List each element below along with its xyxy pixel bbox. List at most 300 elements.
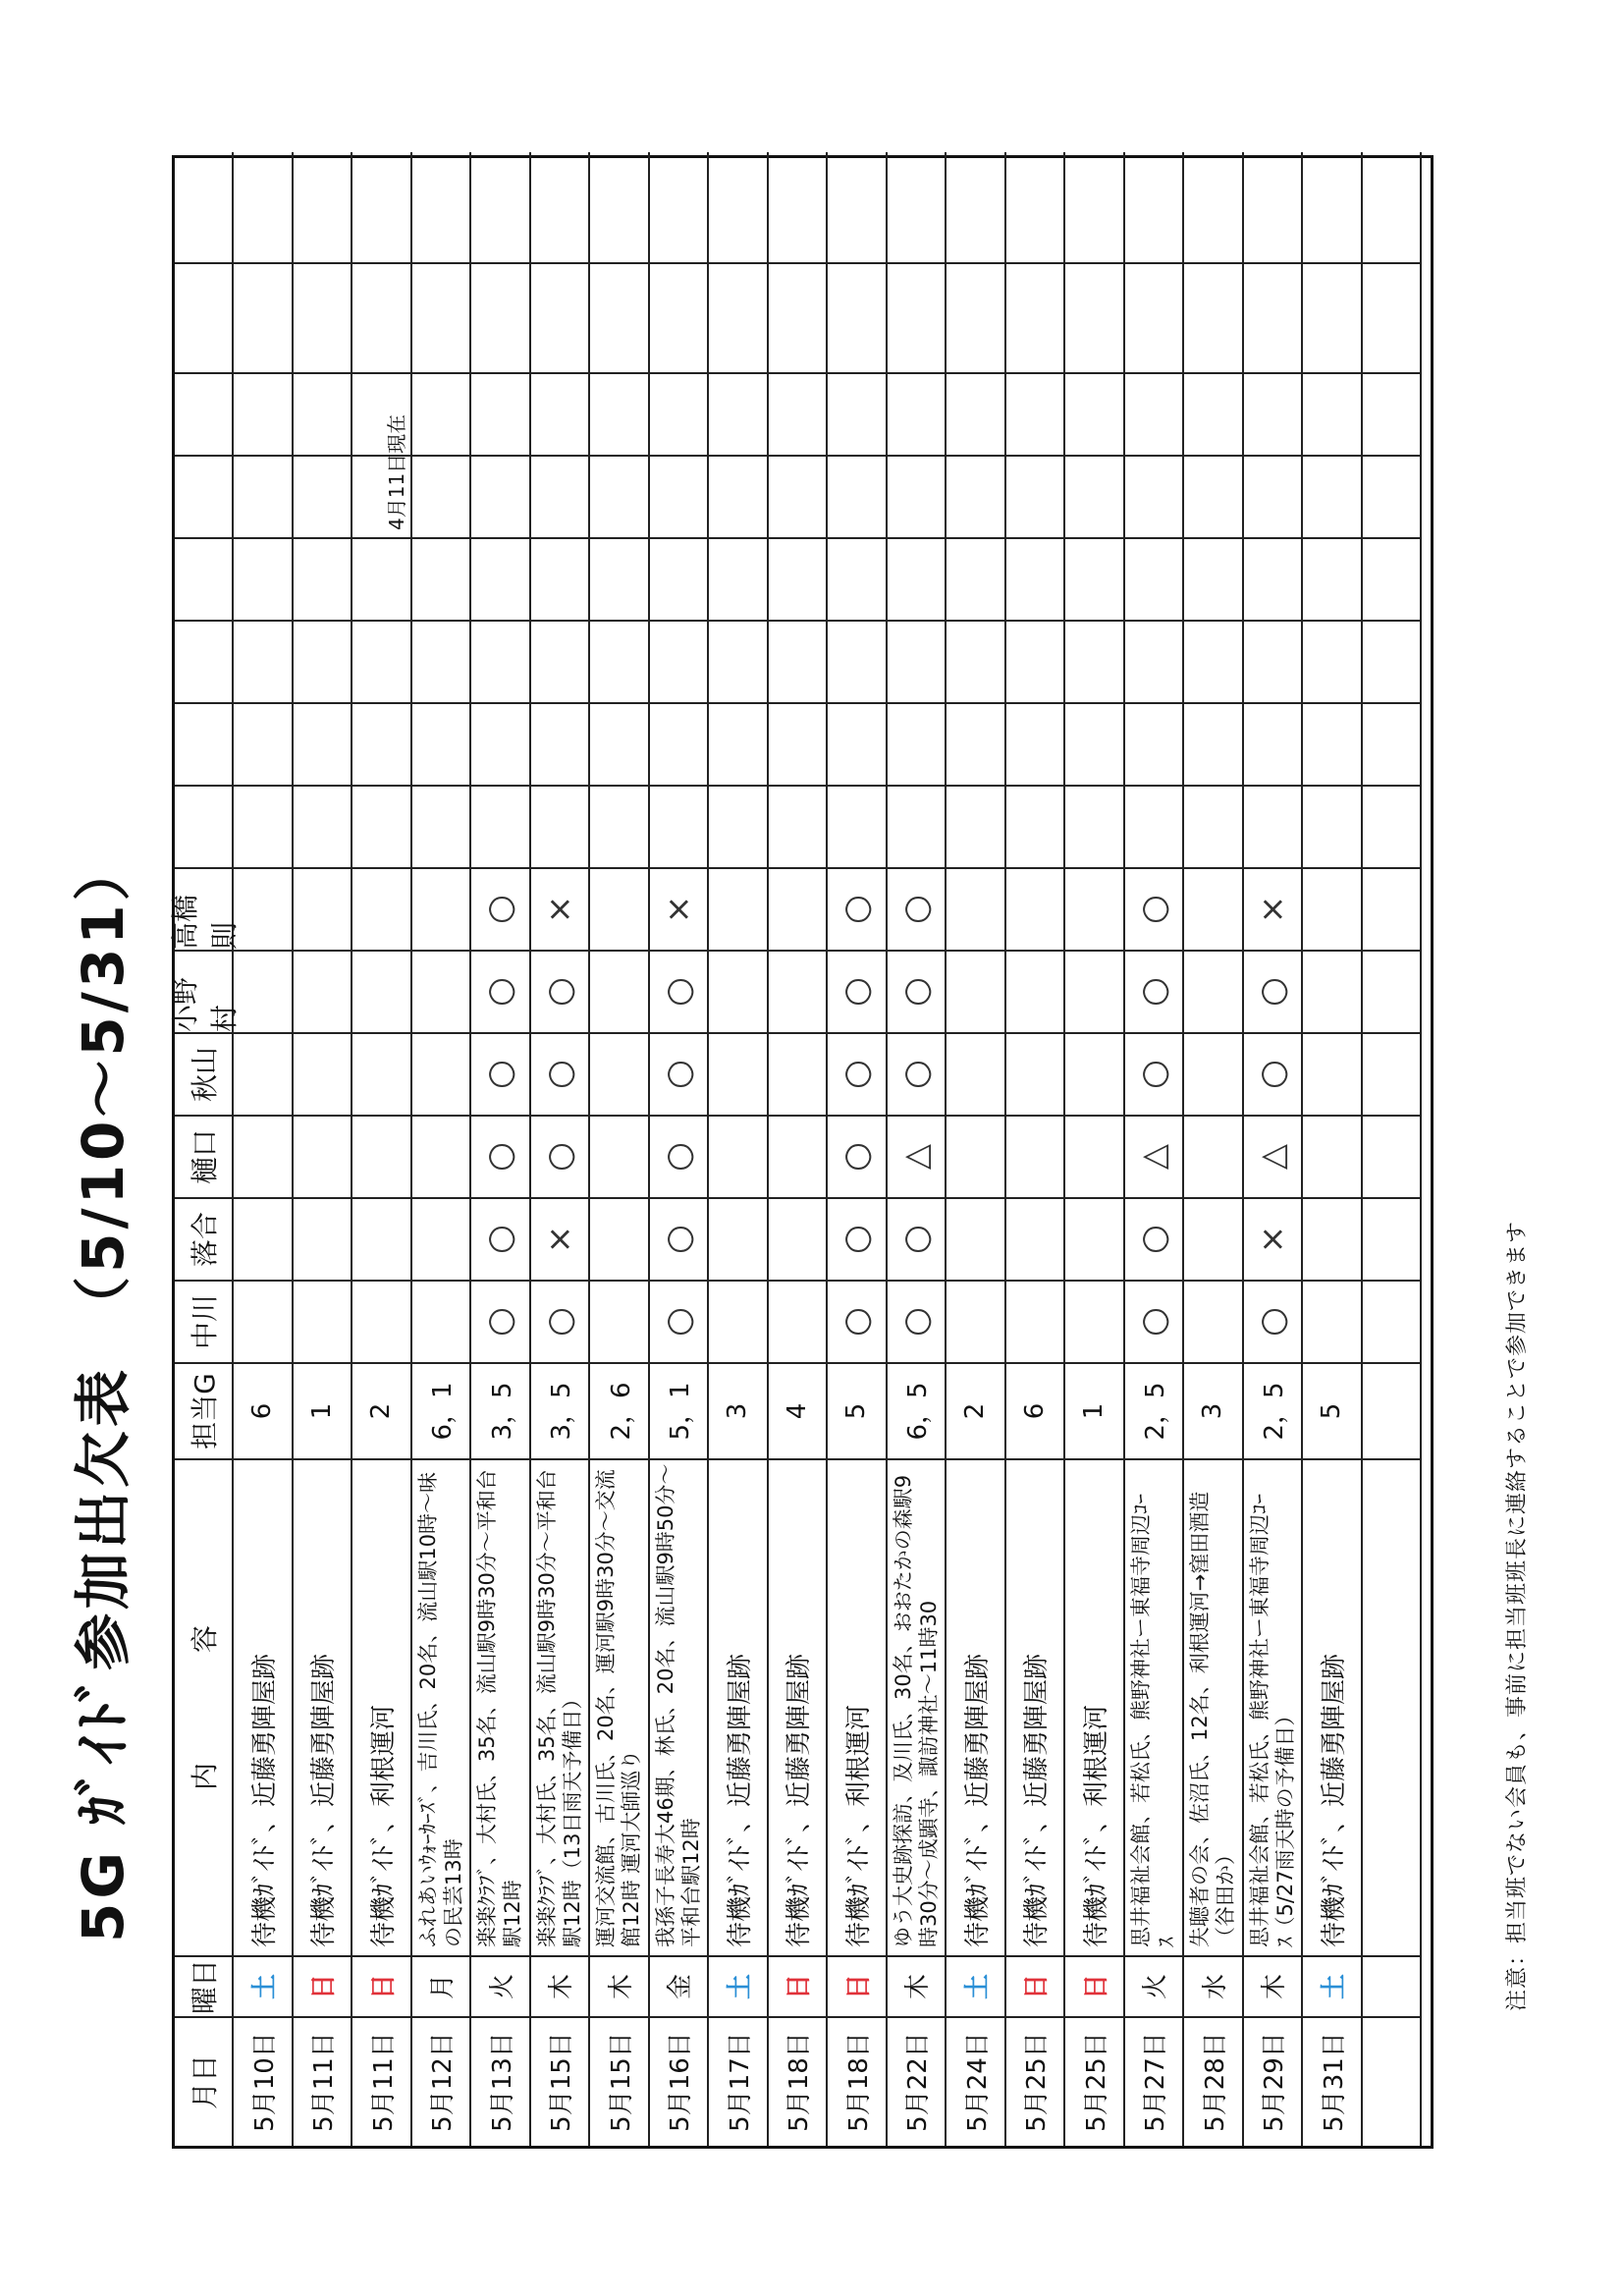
attendance-cell bbox=[590, 455, 650, 537]
attendance-cell bbox=[769, 1280, 829, 1362]
row-group: 6 bbox=[1006, 1362, 1066, 1458]
attendance-cell bbox=[412, 620, 472, 702]
attendance-cell bbox=[234, 372, 294, 455]
row-date: 5月10日 bbox=[234, 2016, 294, 2146]
row-date: 5月15日 bbox=[531, 2016, 591, 2146]
row-group: 1 bbox=[294, 1362, 353, 1458]
attendance-cell: ○ bbox=[888, 950, 947, 1032]
attendance-cell bbox=[1006, 372, 1066, 455]
row-group: 3，5 bbox=[471, 1362, 531, 1458]
attendance-cell bbox=[234, 785, 294, 867]
attendance-cell bbox=[1065, 785, 1125, 867]
row-group: 6，5 bbox=[888, 1362, 947, 1458]
attendance-cell bbox=[1065, 372, 1125, 455]
header-group: 担当G bbox=[175, 1362, 234, 1458]
attendance-cell bbox=[769, 702, 829, 785]
attendance-cell bbox=[828, 785, 888, 867]
attendance-cell bbox=[294, 1197, 353, 1280]
attendance-cell: ○ bbox=[531, 1280, 591, 1362]
attendance-cell bbox=[352, 1115, 412, 1197]
attendance-cell bbox=[590, 1032, 650, 1115]
row-day-of-week: 金 bbox=[650, 1955, 710, 2016]
attendance-cell bbox=[471, 537, 531, 620]
row-date: 5月18日 bbox=[828, 2016, 888, 2146]
attendance-cell: ○ bbox=[828, 867, 888, 950]
attendance-cell bbox=[1303, 867, 1363, 950]
row-group: 3，5 bbox=[531, 1362, 591, 1458]
row-description-text: 待機ｶﾞｲﾄﾞ、近藤勇陣屋跡 bbox=[309, 1653, 340, 1947]
row-description-text: 待機ｶﾞｲﾄﾞ、利根運河 bbox=[368, 1704, 399, 1947]
row-description-text: 待機ｶﾞｲﾄﾞ、近藤勇陣屋跡 bbox=[725, 1653, 755, 1947]
attendance-cell bbox=[412, 950, 472, 1032]
table-row bbox=[709, 158, 769, 2146]
row-group: 2 bbox=[947, 1362, 1006, 1458]
attendance-cell bbox=[709, 152, 769, 262]
attendance-cell bbox=[1006, 1197, 1066, 1280]
attendance-cell bbox=[412, 785, 472, 867]
attendance-cell bbox=[769, 620, 829, 702]
attendance-cell bbox=[888, 152, 947, 262]
attendance-cell bbox=[294, 702, 353, 785]
row-day-of-week: 日 bbox=[828, 1955, 888, 2016]
table-row bbox=[828, 158, 888, 2146]
attendance-cell bbox=[294, 785, 353, 867]
attendance-cell bbox=[650, 785, 710, 867]
row-group: 4 bbox=[769, 1362, 829, 1458]
attendance-cell bbox=[1184, 785, 1244, 867]
header-description: 内 容 bbox=[175, 1458, 234, 1955]
row-group: 6 bbox=[234, 1362, 294, 1458]
attendance-cell bbox=[234, 455, 294, 537]
attendance-cell bbox=[1006, 537, 1066, 620]
attendance-cell bbox=[1065, 455, 1125, 537]
table-row bbox=[769, 158, 829, 2146]
row-date bbox=[1363, 2016, 1423, 2146]
attendance-cell bbox=[294, 1115, 353, 1197]
attendance-cell bbox=[769, 950, 829, 1032]
row-date: 5月17日 bbox=[709, 2016, 769, 2146]
attendance-cell: ○ bbox=[888, 1197, 947, 1280]
row-group bbox=[1363, 1362, 1423, 1458]
attendance-cell bbox=[412, 1280, 472, 1362]
row-day-of-week: 火 bbox=[471, 1955, 531, 2016]
attendance-cell bbox=[590, 867, 650, 950]
attendance-cell bbox=[947, 950, 1006, 1032]
attendance-cell bbox=[412, 1032, 472, 1115]
row-date: 5月25日 bbox=[1065, 2016, 1125, 2146]
row-description bbox=[1363, 1458, 1423, 1955]
row-day-of-week: 木 bbox=[531, 1955, 591, 2016]
attendance-cell bbox=[590, 620, 650, 702]
header-member: 高橋則 bbox=[175, 867, 234, 950]
attendance-cell bbox=[294, 1280, 353, 1362]
row-date: 5月16日 bbox=[650, 2016, 710, 2146]
attendance-cell bbox=[352, 372, 412, 455]
table-row bbox=[471, 158, 531, 2146]
row-description-text: 待機ｶﾞｲﾄﾞ、近藤勇陣屋跡 bbox=[1319, 1653, 1349, 1947]
attendance-cell bbox=[1065, 262, 1125, 372]
attendance-cell bbox=[471, 620, 531, 702]
attendance-cell bbox=[888, 537, 947, 620]
attendance-cell bbox=[1363, 702, 1423, 785]
attendance-cell bbox=[471, 455, 531, 537]
attendance-cell bbox=[590, 152, 650, 262]
attendance-cell bbox=[412, 1197, 472, 1280]
row-description-text: 待機ｶﾞｲﾄﾞ、近藤勇陣屋跡 bbox=[1022, 1653, 1053, 1947]
row-description bbox=[888, 1458, 947, 1955]
attendance-cell bbox=[947, 867, 1006, 950]
attendance-cell bbox=[1065, 1280, 1125, 1362]
attendance-cell bbox=[412, 702, 472, 785]
row-date: 5月31日 bbox=[1303, 2016, 1363, 2146]
table-row bbox=[947, 158, 1006, 2146]
attendance-cell bbox=[1125, 262, 1185, 372]
table-row bbox=[1006, 158, 1066, 2146]
attendance-cell bbox=[709, 1115, 769, 1197]
attendance-cell bbox=[769, 1032, 829, 1115]
attendance-cell bbox=[1184, 1280, 1244, 1362]
header-member: 小野村 bbox=[175, 950, 234, 1032]
row-group: 1 bbox=[1065, 1362, 1125, 1458]
attendance-cell: × bbox=[531, 867, 591, 950]
page-title: 5G ｶﾞｲﾄﾞ参加出欠表 （5/10〜5/31） bbox=[70, 840, 136, 1942]
attendance-cell bbox=[1363, 785, 1423, 867]
attendance-cell: ○ bbox=[531, 1032, 591, 1115]
attendance-cell bbox=[947, 620, 1006, 702]
row-description bbox=[650, 1458, 710, 1955]
row-description-text: ふれあいｳｫｰｶｰｽﾞ、吉川氏、20名、流山駅10時〜味 の民芸13時 bbox=[415, 1472, 465, 1947]
row-group: 2，5 bbox=[1125, 1362, 1185, 1458]
attendance-cell: △ bbox=[1244, 1115, 1304, 1197]
attendance-cell bbox=[1303, 152, 1363, 262]
attendance-cell bbox=[412, 537, 472, 620]
attendance-cell bbox=[947, 455, 1006, 537]
attendance-cell bbox=[828, 702, 888, 785]
attendance-cell bbox=[412, 455, 472, 537]
row-day-of-week: 月 bbox=[412, 1955, 472, 2016]
row-description bbox=[1065, 1458, 1125, 1955]
attendance-cell bbox=[709, 620, 769, 702]
attendance-cell: ○ bbox=[531, 950, 591, 1032]
attendance-cell bbox=[769, 262, 829, 372]
row-description bbox=[828, 1458, 888, 1955]
row-date: 5月24日 bbox=[947, 2016, 1006, 2146]
attendance-cell bbox=[352, 152, 412, 262]
attendance-cell bbox=[1363, 455, 1423, 537]
attendance-cell: ○ bbox=[1125, 1032, 1185, 1115]
row-description bbox=[769, 1458, 829, 1955]
attendance-cell bbox=[1244, 785, 1304, 867]
attendance-cell bbox=[1006, 1280, 1066, 1362]
attendance-cell: × bbox=[1244, 1197, 1304, 1280]
header-member bbox=[175, 262, 234, 372]
attendance-cell bbox=[947, 785, 1006, 867]
attendance-cell: ○ bbox=[471, 1197, 531, 1280]
row-description bbox=[1244, 1458, 1304, 1955]
attendance-cell bbox=[828, 372, 888, 455]
attendance-cell bbox=[947, 702, 1006, 785]
attendance-cell bbox=[590, 702, 650, 785]
attendance-cell bbox=[590, 1197, 650, 1280]
attendance-cell bbox=[234, 537, 294, 620]
row-description bbox=[234, 1458, 294, 1955]
row-day-of-week: 土 bbox=[709, 1955, 769, 2016]
attendance-cell bbox=[1363, 620, 1423, 702]
attendance-cell bbox=[1065, 1115, 1125, 1197]
row-day-of-week: 木 bbox=[1244, 1955, 1304, 2016]
attendance-cell bbox=[650, 152, 710, 262]
row-group: 2，6 bbox=[590, 1362, 650, 1458]
header-member: 落合 bbox=[175, 1197, 234, 1280]
attendance-cell bbox=[412, 152, 472, 262]
attendance-cell bbox=[769, 785, 829, 867]
row-date: 5月18日 bbox=[769, 2016, 829, 2146]
row-day-of-week: 木 bbox=[888, 1955, 947, 2016]
attendance-cell: ○ bbox=[650, 1197, 710, 1280]
attendance-cell bbox=[1184, 1197, 1244, 1280]
attendance-cell bbox=[1303, 620, 1363, 702]
attendance-cell bbox=[1006, 152, 1066, 262]
attendance-cell bbox=[1125, 455, 1185, 537]
attendance-cell bbox=[650, 455, 710, 537]
row-description bbox=[294, 1458, 353, 1955]
attendance-cell bbox=[531, 152, 591, 262]
as-of-date: 4月11日現在 bbox=[385, 413, 408, 530]
attendance-cell bbox=[947, 1197, 1006, 1280]
attendance-cell bbox=[650, 262, 710, 372]
attendance-cell bbox=[1184, 620, 1244, 702]
attendance-cell bbox=[769, 455, 829, 537]
attendance-cell: × bbox=[531, 1197, 591, 1280]
row-day-of-week: 木 bbox=[590, 1955, 650, 2016]
row-date: 5月12日 bbox=[412, 2016, 472, 2146]
attendance-cell bbox=[828, 537, 888, 620]
attendance-cell bbox=[769, 537, 829, 620]
attendance-cell bbox=[888, 455, 947, 537]
attendance-cell bbox=[769, 1115, 829, 1197]
attendance-cell bbox=[1303, 785, 1363, 867]
attendance-cell bbox=[709, 455, 769, 537]
attendance-cell bbox=[828, 262, 888, 372]
header-member bbox=[175, 785, 234, 867]
table-row bbox=[294, 158, 353, 2146]
table-row bbox=[650, 158, 710, 2146]
attendance-cell bbox=[1006, 620, 1066, 702]
attendance-cell bbox=[709, 262, 769, 372]
attendance-cell: ○ bbox=[888, 867, 947, 950]
attendance-cell bbox=[1184, 262, 1244, 372]
attendance-cell bbox=[531, 262, 591, 372]
attendance-cell bbox=[650, 620, 710, 702]
attendance-cell bbox=[650, 537, 710, 620]
attendance-cell: ○ bbox=[888, 1032, 947, 1115]
attendance-cell bbox=[590, 537, 650, 620]
row-description-text: 思井福祉会館、若松氏、熊野神社ー東福寺周辺ｺｰ ｽ bbox=[1128, 1494, 1178, 1947]
attendance-cell bbox=[1065, 1032, 1125, 1115]
attendance-cell bbox=[1125, 702, 1185, 785]
attendance-cell bbox=[709, 372, 769, 455]
attendance-cell bbox=[1303, 1280, 1363, 1362]
attendance-cell bbox=[1184, 950, 1244, 1032]
attendance-cell: △ bbox=[888, 1115, 947, 1197]
attendance-cell: ○ bbox=[1125, 950, 1185, 1032]
attendance-cell bbox=[1184, 537, 1244, 620]
attendance-cell bbox=[234, 1197, 294, 1280]
attendance-cell bbox=[1006, 1115, 1066, 1197]
row-description-text: 待機ｶﾞｲﾄﾞ、利根運河 bbox=[843, 1704, 874, 1947]
attendance-cell bbox=[947, 1115, 1006, 1197]
attendance-cell bbox=[828, 620, 888, 702]
attendance-cell bbox=[1065, 950, 1125, 1032]
row-description bbox=[709, 1458, 769, 1955]
row-group: 3 bbox=[1184, 1362, 1244, 1458]
row-description bbox=[947, 1458, 1006, 1955]
attendance-cell bbox=[1244, 152, 1304, 262]
attendance-cell bbox=[294, 455, 353, 537]
attendance-cell bbox=[1363, 1032, 1423, 1115]
row-day-of-week: 日 bbox=[352, 1955, 412, 2016]
attendance-cell: ○ bbox=[828, 1280, 888, 1362]
attendance-cell bbox=[888, 262, 947, 372]
row-description-text: 待機ｶﾞｲﾄﾞ、近藤勇陣屋跡 bbox=[962, 1653, 993, 1947]
attendance-cell bbox=[1363, 152, 1423, 262]
row-day-of-week: 土 bbox=[1303, 1955, 1363, 2016]
attendance-cell bbox=[947, 372, 1006, 455]
attendance-cell bbox=[1065, 1197, 1125, 1280]
row-description-text: 待機ｶﾞｲﾄﾞ、近藤勇陣屋跡 bbox=[249, 1653, 280, 1947]
attendance-cell bbox=[590, 950, 650, 1032]
attendance-cell bbox=[234, 262, 294, 372]
attendance-cell bbox=[769, 1197, 829, 1280]
attendance-cell bbox=[234, 950, 294, 1032]
attendance-cell bbox=[352, 262, 412, 372]
attendance-cell bbox=[709, 702, 769, 785]
attendance-cell bbox=[1006, 950, 1066, 1032]
attendance-cell bbox=[1303, 1115, 1363, 1197]
attendance-cell bbox=[352, 537, 412, 620]
attendance-cell bbox=[294, 620, 353, 702]
header-member bbox=[175, 372, 234, 455]
attendance-cell bbox=[471, 785, 531, 867]
attendance-cell bbox=[234, 702, 294, 785]
row-date: 5月11日 bbox=[294, 2016, 353, 2146]
attendance-cell bbox=[1184, 867, 1244, 950]
attendance-cell bbox=[1303, 455, 1363, 537]
row-description-text: 楽楽ｸﾗﾌﾞ、大村氏、35名、流山駅9時30分〜平和台 駅12時（13日雨天予備日） bbox=[534, 1469, 584, 1947]
attendance-cell bbox=[412, 372, 472, 455]
attendance-cell bbox=[1244, 262, 1304, 372]
attendance-cell bbox=[650, 702, 710, 785]
header-member bbox=[175, 455, 234, 537]
attendance-cell bbox=[709, 867, 769, 950]
row-description-text: 我孫子長寿大46期、林氏、20名、流山駅9時50分〜 平和台駅12時 bbox=[653, 1463, 703, 1947]
attendance-cell bbox=[234, 1115, 294, 1197]
attendance-cell bbox=[352, 1032, 412, 1115]
attendance-cell bbox=[947, 537, 1006, 620]
attendance-cell bbox=[590, 785, 650, 867]
attendance-cell bbox=[888, 702, 947, 785]
attendance-cell bbox=[234, 620, 294, 702]
attendance-cell bbox=[1065, 867, 1125, 950]
attendance-cell bbox=[234, 1032, 294, 1115]
attendance-cell bbox=[234, 1280, 294, 1362]
row-description bbox=[352, 1458, 412, 1955]
attendance-cell bbox=[1244, 537, 1304, 620]
attendance-cell bbox=[650, 372, 710, 455]
attendance-cell: ○ bbox=[1244, 950, 1304, 1032]
attendance-cell bbox=[1244, 620, 1304, 702]
table-row bbox=[234, 158, 294, 2146]
row-day-of-week: 土 bbox=[234, 1955, 294, 2016]
header-member bbox=[175, 702, 234, 785]
attendance-cell: ○ bbox=[471, 950, 531, 1032]
attendance-cell: ○ bbox=[531, 1115, 591, 1197]
attendance-cell: ○ bbox=[650, 1032, 710, 1115]
row-date: 5月27日 bbox=[1125, 2016, 1185, 2146]
row-description bbox=[412, 1458, 472, 1955]
attendance-cell bbox=[1006, 702, 1066, 785]
attendance-cell bbox=[709, 950, 769, 1032]
attendance-cell bbox=[1125, 152, 1185, 262]
attendance-cell bbox=[531, 702, 591, 785]
attendance-cell bbox=[471, 372, 531, 455]
attendance-cell bbox=[1303, 1197, 1363, 1280]
attendance-cell bbox=[1363, 867, 1423, 950]
attendance-cell: ○ bbox=[828, 950, 888, 1032]
table-row bbox=[1065, 158, 1125, 2146]
attendance-cell bbox=[709, 537, 769, 620]
attendance-cell bbox=[709, 785, 769, 867]
table-row bbox=[888, 158, 947, 2146]
attendance-cell bbox=[1184, 1032, 1244, 1115]
row-group: 5 bbox=[1303, 1362, 1363, 1458]
attendance-cell bbox=[294, 537, 353, 620]
attendance-cell bbox=[1006, 1032, 1066, 1115]
attendance-cell bbox=[1303, 1032, 1363, 1115]
row-date: 5月22日 bbox=[888, 2016, 947, 2146]
attendance-cell bbox=[590, 262, 650, 372]
attendance-cell bbox=[888, 372, 947, 455]
attendance-cell bbox=[1244, 702, 1304, 785]
attendance-cell bbox=[294, 262, 353, 372]
attendance-cell: ○ bbox=[1244, 1280, 1304, 1362]
attendance-cell bbox=[1065, 537, 1125, 620]
row-description bbox=[590, 1458, 650, 1955]
row-day-of-week: 日 bbox=[769, 1955, 829, 2016]
table-row bbox=[1244, 158, 1304, 2146]
attendance-cell: ○ bbox=[471, 867, 531, 950]
table-row bbox=[1363, 158, 1423, 2146]
row-date: 5月28日 bbox=[1184, 2016, 1244, 2146]
row-description-text: 運河交流館、古川氏、20名、運河駅9時30分〜交流 館12時 運河大師巡り bbox=[594, 1469, 644, 1947]
table-header-row bbox=[169, 158, 241, 2146]
header-member bbox=[175, 537, 234, 620]
attendance-cell bbox=[590, 1280, 650, 1362]
attendance-cell bbox=[234, 867, 294, 950]
row-description bbox=[1184, 1458, 1244, 1955]
row-date: 5月25日 bbox=[1006, 2016, 1066, 2146]
row-date: 5月15日 bbox=[590, 2016, 650, 2146]
table-row bbox=[531, 158, 591, 2146]
attendance-cell bbox=[1184, 372, 1244, 455]
attendance-cell bbox=[1303, 262, 1363, 372]
attendance-cell bbox=[531, 620, 591, 702]
attendance-cell bbox=[1244, 372, 1304, 455]
row-description-text: 待機ｶﾞｲﾄﾞ、近藤勇陣屋跡 bbox=[784, 1653, 815, 1947]
attendance-cell: ○ bbox=[1125, 867, 1185, 950]
attendance-cell bbox=[709, 1280, 769, 1362]
attendance-cell bbox=[531, 785, 591, 867]
